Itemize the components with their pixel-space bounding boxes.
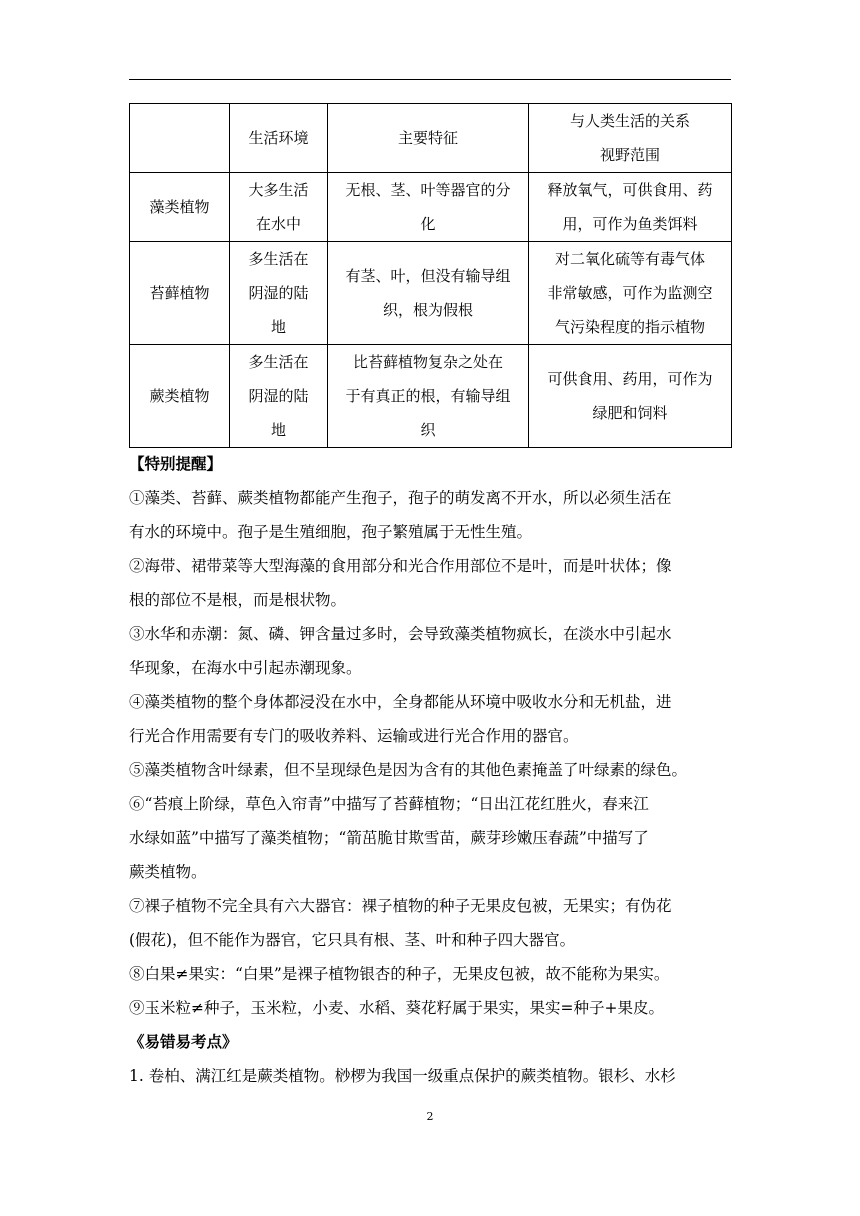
- body-text: [129, 447, 731, 1093]
- reminder-heading: 【特别提醒】: [129, 454, 223, 473]
- table-row: [130, 242, 732, 345]
- row-habitat: 多生活在 阴湿的陆 地: [230, 242, 328, 345]
- table-header-relation: 与人类生活的关系 视野范围: [529, 104, 732, 173]
- row-name: 蕨类植物: [130, 345, 230, 448]
- table-header-empty: [130, 104, 230, 173]
- row-name: 藻类植物: [130, 173, 230, 242]
- row-features: 比苔藓植物复杂之处在 于有真正的根，有输导组 织: [328, 345, 529, 448]
- table-header-features: 主要特征: [328, 104, 529, 173]
- reminder-item: ⑤藻类植物含叶绿素，但不呈现绿色是因为含有的其他色素掩盖了叶绿素的绿色。: [129, 761, 688, 779]
- reminder-item: ⑨玉米粒≠种子，玉米粒，小麦、水稻、葵花籽属于果实，果实=种子+果皮。: [129, 999, 664, 1017]
- row-habitat: 多生活在 阴湿的陆 地: [230, 345, 328, 448]
- mistakes-heading: 《易错易考点》: [129, 1032, 238, 1051]
- mistakes-item: 1. 卷柏、满江红是蕨类植物。桫椤为我国一级重点保护的蕨类植物。银杉、水杉: [129, 1067, 676, 1085]
- row-relation: 可供食用、药用，可作为 绿肥和饲料: [529, 345, 732, 448]
- table-header-row: [130, 104, 732, 173]
- row-relation: 释放氧气，可供食用、药 用，可作为鱼类饵料: [529, 173, 732, 242]
- row-features: 无根、茎、叶等器官的分 化: [328, 173, 529, 242]
- reminder-item: ④藻类植物的整个身体都浸没在水中，全身都能从环境中吸收水分和无机盐，进 行光合作用需要有专门的吸收养料、运输或进行光合作用的器官。: [129, 693, 672, 745]
- row-features: 有茎、叶，但没有输导组 织，根为假根: [328, 242, 529, 345]
- reminder-item: ⑦裸子植物不完全具有六大器官：裸子植物的种子无果皮包被，无果实；有伪花 (假花)，但不能作为器官，它只具有根、茎、叶和种子四大器官。: [129, 897, 672, 949]
- reminder-item: ③水华和赤潮：氮、磷、钾含量过多时，会导致藻类植物疯长，在淡水中引起水 华现象，在海水中引起赤潮现象。: [129, 625, 672, 677]
- header-rule: [129, 79, 731, 80]
- table-row: [130, 173, 732, 242]
- reminder-item: ②海带、裙带菜等大型海藻的食用部分和光合作用部位不是叶，而是叶状体；像 根的部位不是根，而是根状物。: [129, 557, 672, 609]
- table-row: [130, 345, 732, 448]
- table-header-habitat: 生活环境: [230, 104, 328, 173]
- row-relation: 对二氧化硫等有毒气体 非常敏感，可作为监测空 气污染程度的指示植物: [529, 242, 732, 345]
- reminder-item: ①藻类、苔藓、蕨类植物都能产生孢子，孢子的萌发离不开水，所以必须生活在 有水的环境中。孢子是生殖细胞，孢子繁殖属于无性生殖。: [129, 489, 672, 541]
- reminder-item: ⑧白果≠果实：“白果”是裸子植物银杏的种子，无果皮包被，故不能称为果实。: [129, 965, 670, 983]
- row-name: 苔藓植物: [130, 242, 230, 345]
- plant-comparison-table: [129, 103, 732, 448]
- reminder-item: ⑥“苔痕上阶绿，草色入帘青”中描写了苔藓植物；“日出江花红胜火，春来江 水绿如蓝”中描写了藻类植物；“箭茁脆甘欺雪苗，蕨芽珍嫩压春蔬”中描写了 蕨类植物。: [129, 795, 649, 881]
- row-habitat: 大多生活 在水中: [230, 173, 328, 242]
- page-number: 2: [426, 1110, 434, 1123]
